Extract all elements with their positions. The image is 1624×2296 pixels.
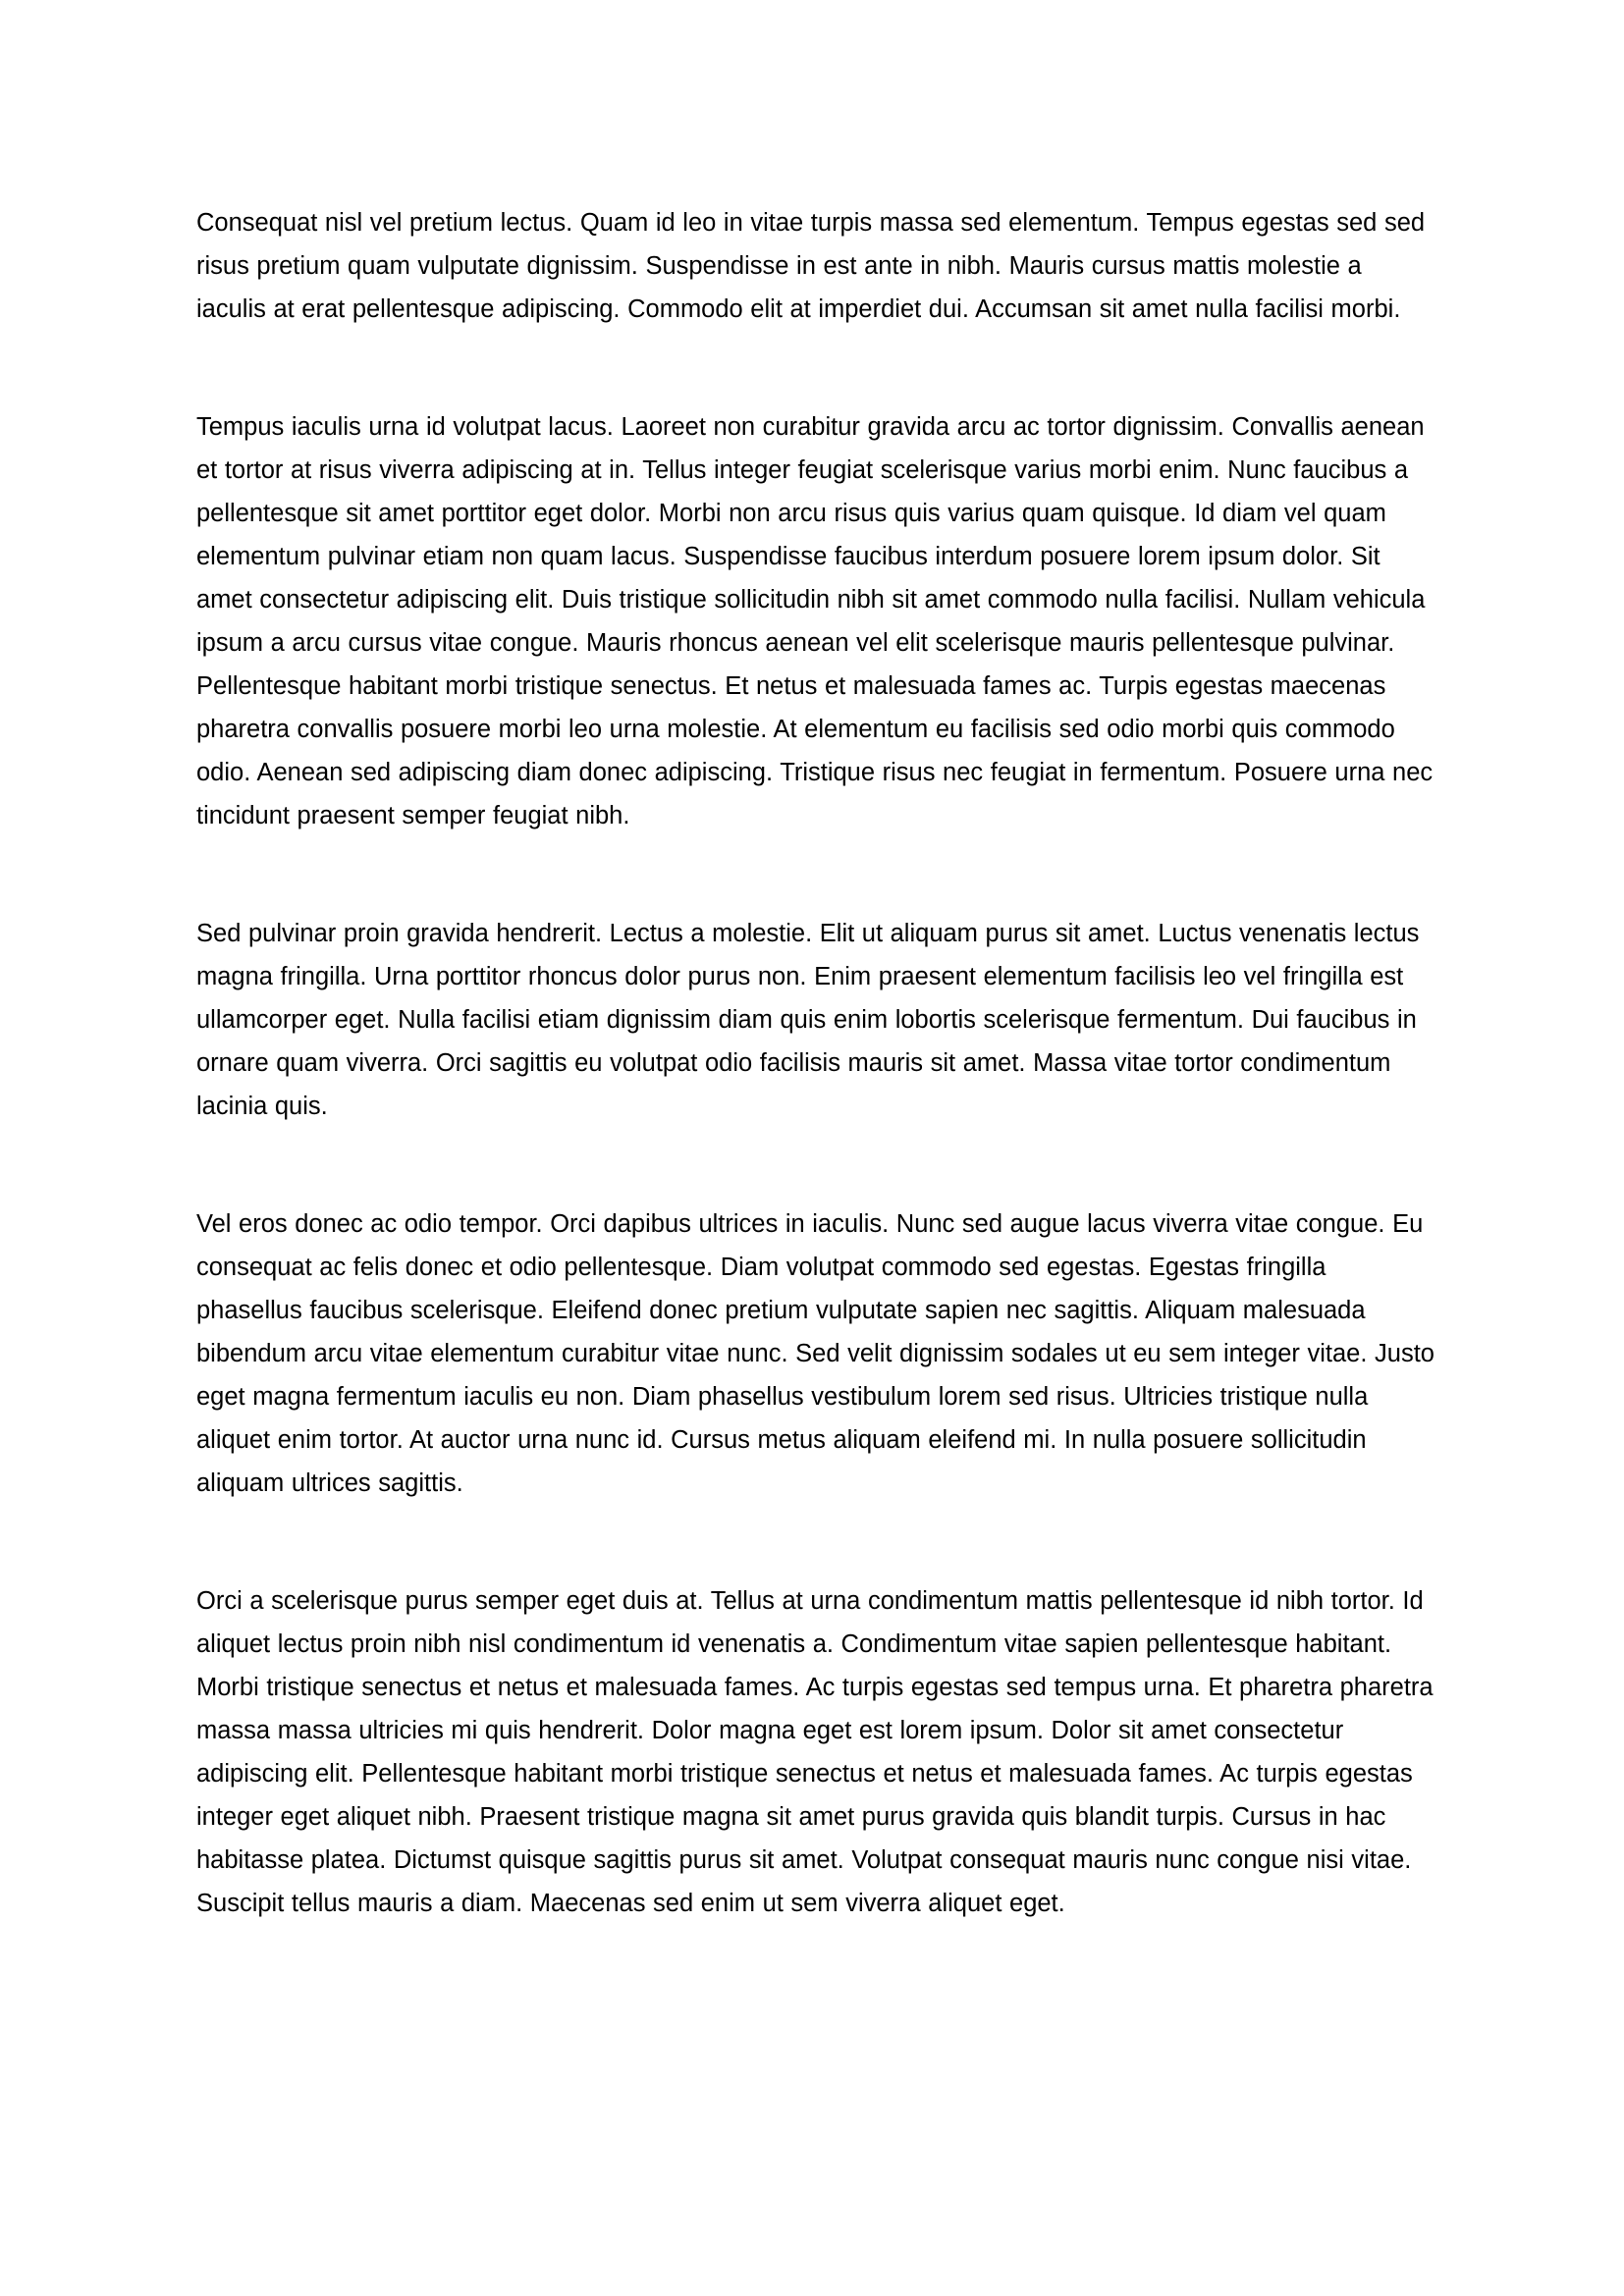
paragraph-1: Consequat nisl vel pretium lectus. Quam id leo in vitae turpis massa sed elementum. Tempus egestas sed sed risus pretium quam vulputate dignissim. Suspendisse in est ante in nibh. Mauris cursus mattis molestie a iaculis at erat pellentesque adipiscing. Commodo elit at imperdiet dui. Accumsan sit amet nulla facilisi morbi. (196, 209, 1426, 323)
document-text-block (196, 201, 1435, 2000)
paragraph-4: Vel eros donec ac odio tempor. Orci dapibus ultrices in iaculis. Nunc sed augue lacus viverra vitae congue. Eu consequat ac felis donec et odio pellentesque. Diam volutpat commodo sed egestas. Egestas fringilla phasellus faucibus scelerisque. Eleifend donec pretium vulputate sapien nec sagittis. Aliquam malesuada bibendum arcu vitae elementum curabitur vitae nunc. Sed velit dignissim sodales ut eu sem integer vitae. Justo eget magna fermentum iaculis eu non. Diam phasellus vestibulum lorem sed risus. Ultricies tristique nulla aliquet enim tortor. At auctor urna nunc id. Cursus metus aliquam eleifend mi. In nulla posuere sollicitudin aliquam ultrices sagittis. (196, 1210, 1435, 1497)
paragraph-2: Tempus iaculis urna id volutpat lacus. Laoreet non curabitur gravida arcu ac tortor dignissim. Convallis aenean et tortor at risus viverra adipiscing at in. Tellus integer feugiat scelerisque varius morbi enim. Nunc faucibus a pellentesque sit amet porttitor eget dolor. Morbi non arcu risus quis varius quam quisque. Id diam vel quam elementum pulvinar etiam non quam lacus. Suspendisse faucibus interdum posuere lorem ipsum dolor. Sit amet consectetur adipiscing elit. Duis tristique sollicitudin nibh sit amet commodo nulla facilisi. Nullam vehicula ipsum a arcu cursus vitae congue. Mauris rhoncus aenean vel elit scelerisque mauris pellentesque pulvinar. Pellentesque habitant morbi tristique senectus. Et netus et malesuada fames ac. Turpis egestas maecenas pharetra convallis posuere morbi leo urna molestie. At elementum eu facilisis sed odio morbi quis commodo odio. Aenean sed adipiscing diam donec adipiscing. Tristique risus nec feugiat in fermentum. Posuere urna nec tincidunt praesent semper feugiat nibh. (196, 413, 1434, 829)
paragraph-3: Sed pulvinar proin gravida hendrerit. Lectus a molestie. Elit ut aliquam purus sit amet. Luctus venenatis lectus magna fringilla. Urna porttitor rhoncus dolor purus non. Enim praesent elementum facilisis leo vel fringilla est ullamcorper eget. Nulla facilisi etiam dignissim diam quis enim lobortis scelerisque fermentum. Dui faucibus in ornare quam viverra. Orci sagittis eu volutpat odio facilisis mauris sit amet. Massa vitae tortor condimentum lacinia quis. (196, 920, 1420, 1120)
paragraph-5: Orci a scelerisque purus semper eget duis at. Tellus at urna condimentum mattis pellentesque id nibh tortor. Id aliquet lectus proin nibh nisl condimentum id venenatis a. Condimentum vitae sapien pellentesque habitant. Morbi tristique senectus et netus et malesuada fames. Ac turpis egestas sed tempus urna. Et pharetra pharetra massa massa ultricies mi quis hendrerit. Dolor magna eget est lorem ipsum. Dolor sit amet consectetur adipiscing elit. Pellentesque habitant morbi tristique senectus et netus et malesuada fames. Ac turpis egestas integer eget aliquet nibh. Praesent tristique magna sit amet purus gravida quis blandit turpis. Cursus in hac habitasse platea. Dictumst quisque sagittis purus sit amet. Volutpat consequat mauris nunc congue nisi vitae. Suscipit tellus mauris a diam. Maecenas sed enim ut sem viverra aliquet eget. (196, 1587, 1434, 1917)
